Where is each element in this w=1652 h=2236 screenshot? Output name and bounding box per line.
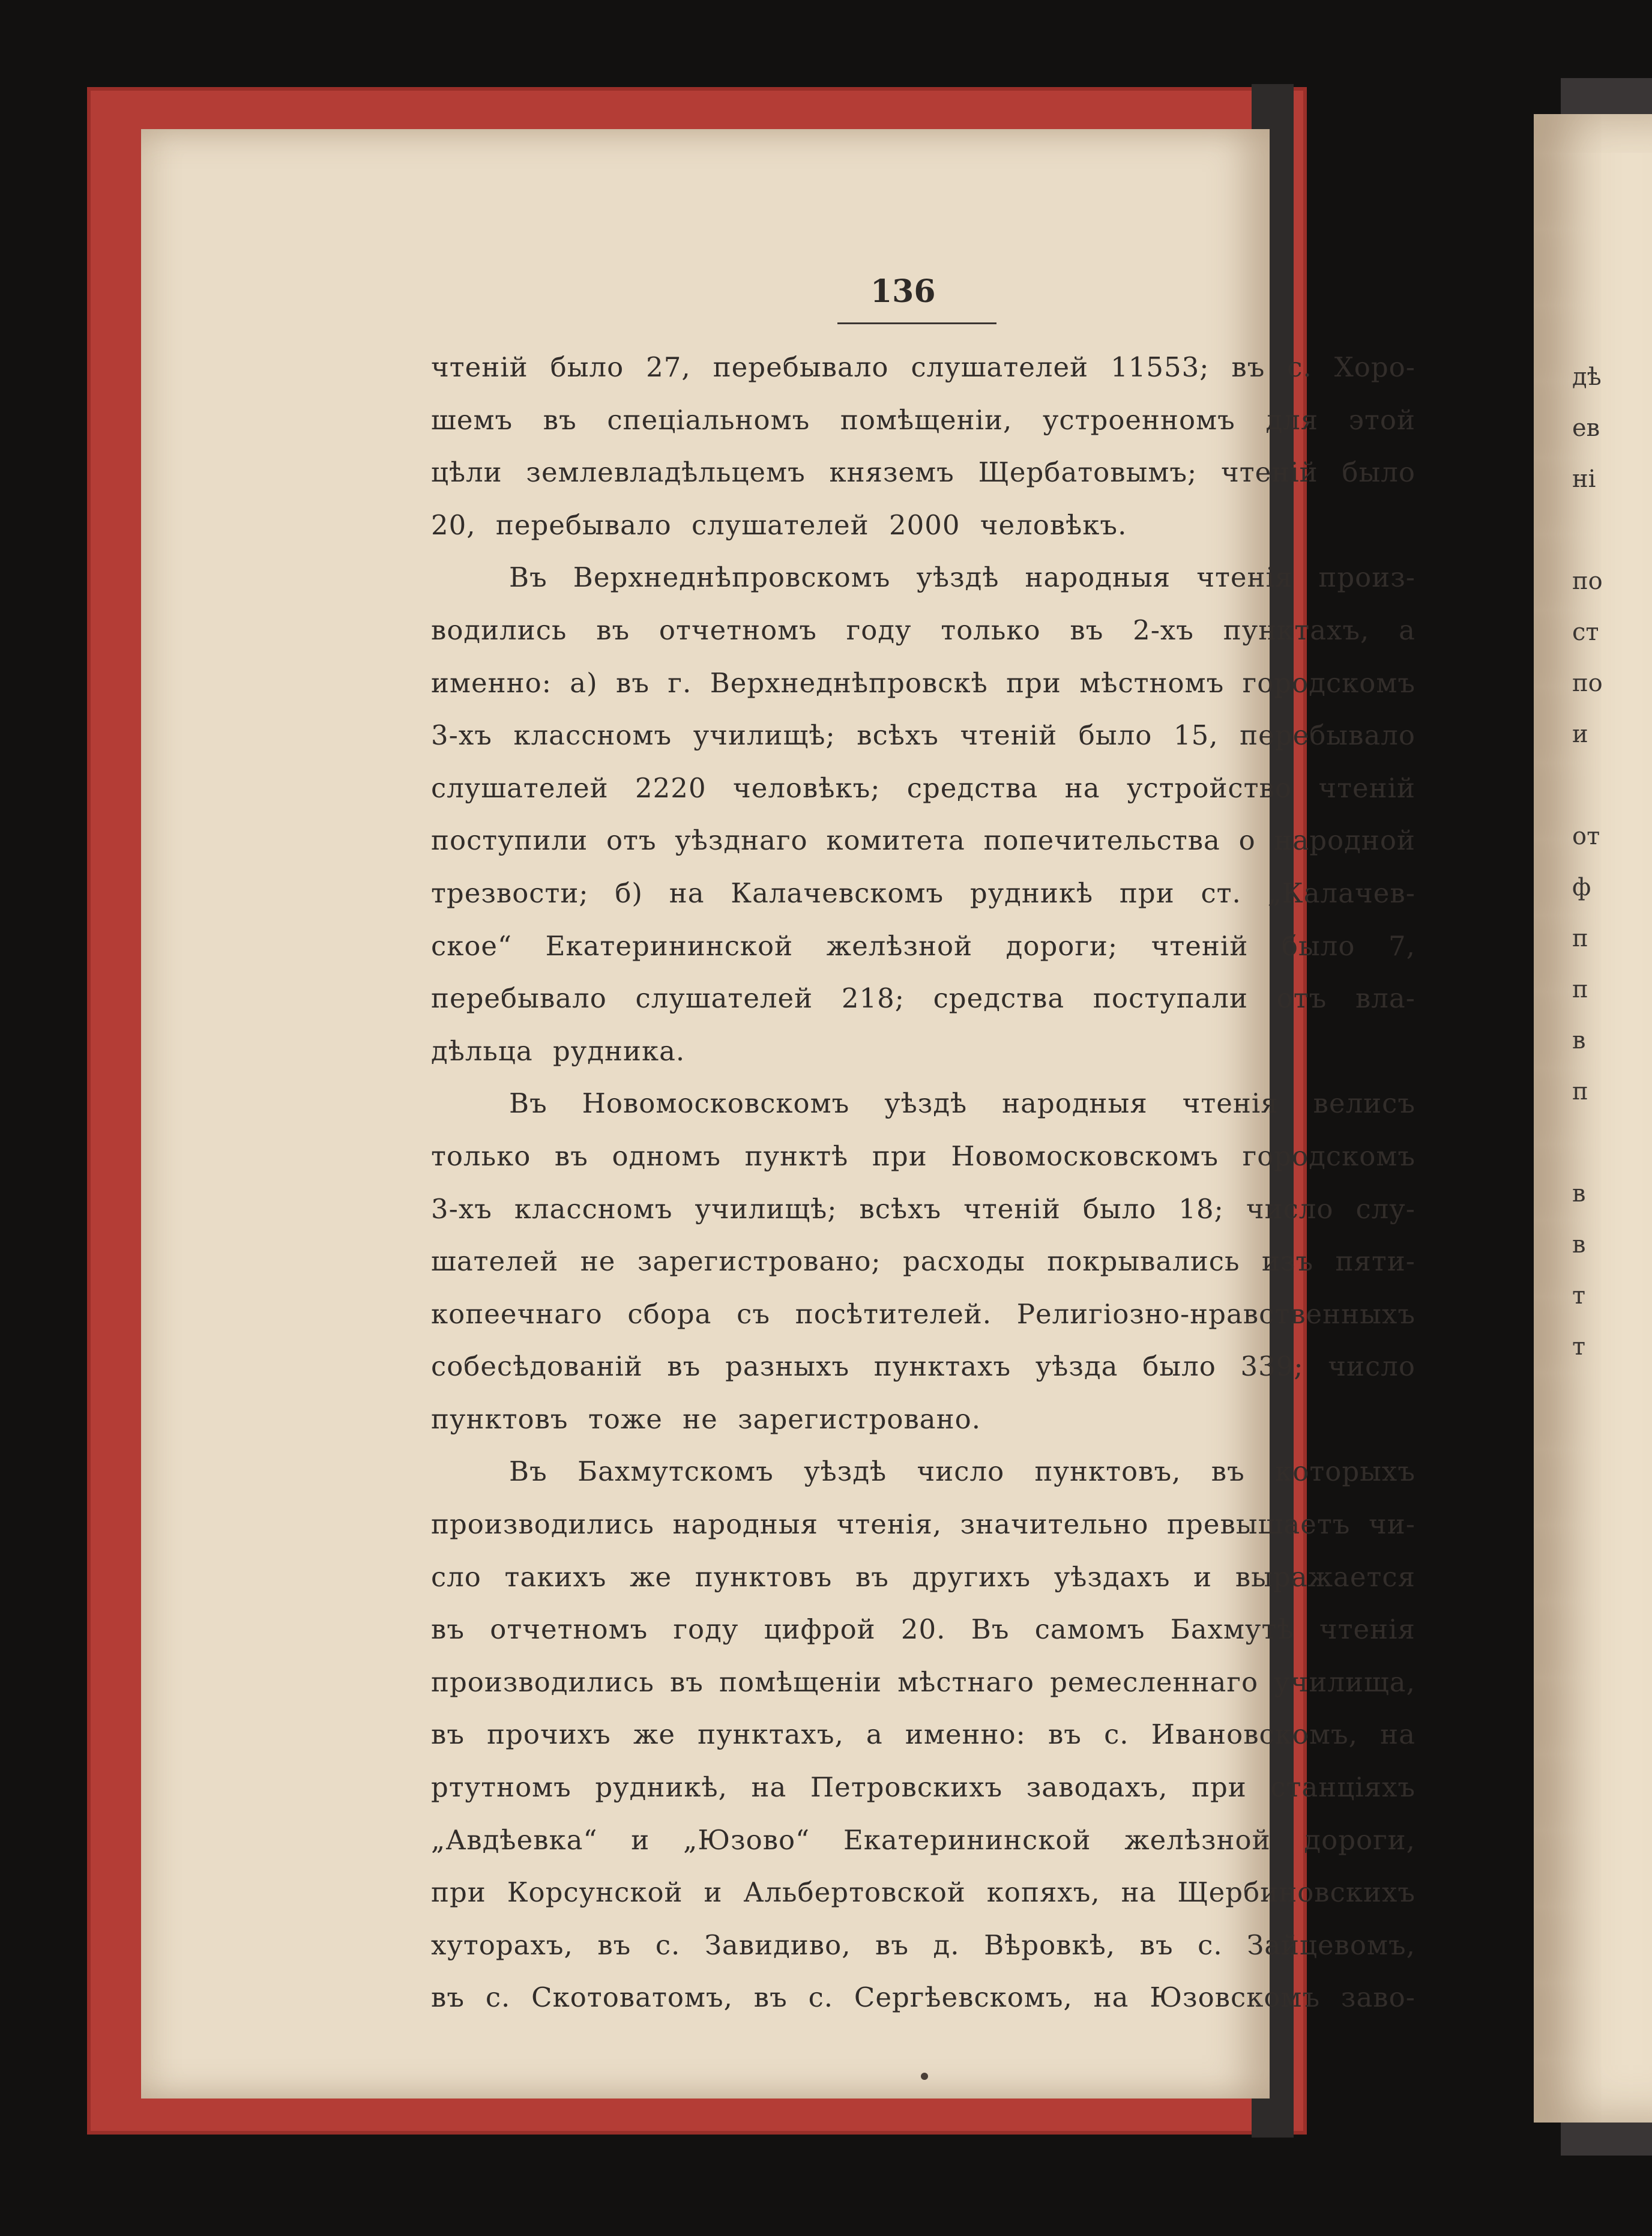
next-page-fragment: п	[1572, 1078, 1588, 1105]
text-line	[431, 1183, 1415, 1236]
word: уѣзднаго	[675, 824, 808, 857]
word: число	[1328, 1350, 1415, 1383]
word: Въ	[509, 1087, 547, 1120]
word: ст.	[1201, 877, 1241, 909]
next-page-fragment: и	[1572, 721, 1588, 748]
word: слу-	[1355, 1192, 1415, 1225]
word: посѣтителей.	[795, 1298, 992, 1330]
word: на	[1380, 1718, 1415, 1751]
word: трезвости;	[431, 877, 589, 909]
word: прочихъ	[487, 1718, 611, 1751]
word: с.	[1287, 351, 1312, 383]
text-line	[431, 1814, 1415, 1867]
word: всѣхъ	[859, 1192, 942, 1225]
word: Корсунской	[507, 1876, 683, 1909]
word: этой	[1348, 403, 1415, 436]
word: народныя	[1025, 561, 1171, 594]
text-line	[431, 814, 1415, 867]
word: уѣздахъ	[1054, 1561, 1171, 1593]
word: Верхнеднѣпровскомъ	[573, 561, 891, 594]
next-page-fragment: от	[1572, 823, 1600, 850]
word: средства	[933, 982, 1065, 1015]
word: землевладѣльцемъ	[526, 456, 806, 489]
text-line	[431, 762, 1415, 815]
word: 2220	[635, 772, 707, 804]
word: въ	[543, 403, 577, 436]
text-line	[431, 1551, 1415, 1604]
word: классномъ	[513, 719, 672, 752]
word: отъ	[1276, 982, 1327, 1015]
word: 15,	[1173, 719, 1219, 752]
word: Петровскихъ	[810, 1771, 1003, 1804]
word: 2-хъ	[1133, 614, 1194, 646]
word: въ	[1231, 351, 1265, 383]
word: чтеній	[963, 1192, 1061, 1225]
word: и	[1193, 1561, 1213, 1593]
word: чтеній	[1318, 772, 1415, 804]
word: на	[751, 1771, 787, 1804]
word: Въ	[509, 1455, 547, 1488]
next-page-fragment: т	[1572, 1282, 1586, 1310]
next-page-fragment: ф	[1572, 874, 1591, 901]
word: с.	[655, 1929, 681, 1961]
word: велисъ	[1313, 1087, 1415, 1120]
word: при	[1119, 877, 1175, 909]
word: дороги;	[1005, 929, 1118, 962]
text-line	[431, 1761, 1415, 1814]
word: на	[669, 877, 705, 909]
word: чтенія	[1319, 1613, 1415, 1646]
text-line	[431, 1971, 1415, 2024]
word: пунктахъ,	[1223, 614, 1370, 646]
next-page-fragment: в	[1572, 1180, 1586, 1207]
word: Юзовскомъ	[1150, 1981, 1321, 2014]
word: на	[1121, 1876, 1157, 1909]
word: Новомосковскомъ	[582, 1087, 850, 1120]
word: поступали	[1093, 982, 1248, 1015]
word: 7,	[1388, 929, 1415, 962]
text-line	[431, 709, 1415, 762]
word: училища,	[1274, 1666, 1415, 1698]
word: мѣстнаго	[897, 1666, 1034, 1698]
word: уѣздѣ	[804, 1455, 887, 1488]
next-page-fragment: ев	[1572, 414, 1600, 442]
word: чи-	[1369, 1508, 1415, 1541]
word: а)	[570, 666, 598, 699]
word: на	[1064, 772, 1100, 804]
word: с.	[485, 1981, 511, 2014]
word: одномъ	[612, 1140, 722, 1172]
word: при	[431, 1876, 486, 1909]
text-line	[431, 920, 1415, 973]
word: отъ	[606, 824, 657, 857]
word: и	[704, 1876, 723, 1909]
word: слушателей	[431, 772, 609, 804]
word: изъ	[1261, 1245, 1314, 1278]
word: Религіозно-нравственныхъ	[1016, 1298, 1415, 1330]
word: слушателей	[911, 351, 1089, 383]
word: зарегистровано;	[637, 1245, 881, 1278]
word: слушателей	[635, 982, 813, 1015]
word: б)	[615, 877, 643, 909]
word: а	[1399, 614, 1415, 646]
word: попечительства	[983, 824, 1220, 857]
word: 218;	[841, 982, 905, 1015]
word: „Юзово“	[683, 1824, 810, 1856]
word: комитета	[826, 824, 965, 857]
word: въ	[431, 1613, 465, 1646]
word: средства	[906, 772, 1039, 804]
text-line	[431, 1288, 1415, 1341]
word: въ	[597, 1929, 632, 1961]
word: отчетномъ	[659, 614, 817, 646]
body-text	[431, 341, 1415, 2024]
word: Щербиновскихъ	[1177, 1876, 1415, 1909]
word: для	[1265, 403, 1319, 436]
word: значительно	[960, 1508, 1149, 1541]
word: такихъ	[504, 1561, 607, 1593]
word: съ	[737, 1298, 770, 1330]
word: 339;	[1240, 1350, 1304, 1383]
word: въ	[616, 666, 650, 699]
word: училищѣ;	[693, 719, 836, 752]
word: цифрой	[764, 1613, 876, 1646]
word: въ	[554, 1140, 588, 1172]
word: въ	[875, 1929, 909, 1961]
word: устройство	[1126, 772, 1292, 804]
word: Новомосковскомъ	[951, 1140, 1219, 1172]
word: желѣзной	[1124, 1824, 1271, 1856]
word: с.	[808, 1981, 834, 2014]
word: мѣстномъ	[1079, 666, 1225, 699]
word: въ	[1139, 1929, 1174, 1961]
word: выражается	[1235, 1561, 1415, 1593]
word: Верхнеднѣпровскѣ	[710, 666, 988, 699]
word: а	[866, 1718, 883, 1751]
page-number: 136	[870, 273, 936, 310]
word: въ	[667, 1350, 701, 1383]
word: только	[431, 1140, 531, 1172]
word: Екатерининской	[843, 1824, 1091, 1856]
word: с.	[1198, 1929, 1223, 1961]
word: покрывались	[1047, 1245, 1240, 1278]
word: Ивановскомъ,	[1151, 1718, 1358, 1751]
word: станціяхъ	[1270, 1771, 1415, 1804]
word: желѣзной	[826, 929, 973, 962]
word: Скотоватомъ,	[531, 1981, 733, 2014]
word: другихъ	[912, 1561, 1031, 1593]
next-page-fragment: ст	[1572, 618, 1599, 646]
word: 3-хъ	[431, 1192, 492, 1225]
word: уѣздѣ	[916, 561, 999, 594]
word: въ	[753, 1981, 788, 2014]
next-page-fragment: т	[1572, 1333, 1586, 1361]
text-line	[431, 657, 1415, 710]
word: Зайцевомъ,	[1247, 1929, 1415, 1961]
word: въ	[855, 1561, 889, 1593]
next-page-fragment: в	[1572, 1027, 1586, 1054]
word: „Калачев-	[1267, 877, 1415, 909]
word: чтеній	[1151, 929, 1249, 962]
word: не	[580, 1245, 616, 1278]
word: 3-хъ	[431, 719, 492, 752]
word: пунктовъ,	[1034, 1455, 1181, 1488]
page-dot	[921, 2073, 928, 2080]
text-line	[431, 1866, 1415, 1919]
word: спеціальномъ	[607, 403, 810, 436]
word: Щербатовымъ;	[978, 456, 1198, 489]
paragraph-first-line	[431, 1077, 1415, 1130]
text-line	[431, 1708, 1415, 1761]
word: уѣзда	[1035, 1350, 1118, 1383]
word: Въ	[971, 1613, 1010, 1646]
word: 20.	[900, 1613, 946, 1646]
word: году	[673, 1613, 739, 1646]
word: году	[846, 614, 912, 646]
word: въ	[669, 1666, 704, 1698]
word: хуторахъ,	[431, 1929, 573, 1961]
next-page-partial	[1534, 114, 1652, 2123]
next-page-fragment: п	[1572, 976, 1588, 1003]
word: производились	[431, 1508, 654, 1541]
word: сло	[431, 1561, 481, 1593]
word: народныя	[672, 1508, 819, 1541]
word: которыхъ	[1275, 1455, 1415, 1488]
word: перебывало	[713, 351, 889, 383]
paragraph-first-line	[431, 1445, 1415, 1498]
word: превышаетъ	[1167, 1508, 1351, 1541]
word: при	[1006, 666, 1061, 699]
word: человѣкъ;	[732, 772, 881, 804]
word: водились	[431, 614, 567, 646]
word: 18;	[1178, 1192, 1224, 1225]
word: чтенія	[1182, 1087, 1279, 1120]
word: при	[872, 1140, 927, 1172]
word: пунктахъ,	[698, 1718, 844, 1751]
word: чтенія,	[836, 1508, 942, 1541]
word: чтеній	[431, 351, 528, 383]
word: 27,	[646, 351, 691, 383]
next-page-fragment: п	[1572, 925, 1588, 952]
word: дороги,	[1304, 1824, 1415, 1856]
word: именно:	[905, 1718, 1026, 1751]
word: было	[1082, 1192, 1157, 1225]
word: было	[1281, 929, 1355, 962]
word: производились	[431, 1666, 654, 1698]
word: заводахъ,	[1026, 1771, 1168, 1804]
word: о	[1238, 824, 1256, 857]
word: же	[630, 1561, 672, 1593]
word: помѣщеніи,	[840, 403, 1013, 436]
word: было	[1142, 1350, 1216, 1383]
word: Калачевскомъ	[731, 877, 944, 909]
word: народныя	[1002, 1087, 1148, 1120]
word: поступили	[431, 824, 588, 857]
next-page-fragment: дѣ	[1572, 363, 1602, 391]
word: именно:	[431, 666, 552, 699]
word: отчетномъ	[490, 1613, 648, 1646]
word: цѣли	[431, 456, 502, 489]
word: уѣздѣ	[884, 1087, 968, 1120]
word: въ	[596, 614, 630, 646]
text-line	[431, 394, 1415, 447]
word: классномъ	[514, 1192, 673, 1225]
word: разныхъ	[725, 1350, 850, 1383]
word: въ	[431, 1718, 465, 1751]
word: Екатерининской	[545, 929, 794, 962]
text-line	[431, 446, 1415, 499]
text-line	[431, 341, 1415, 394]
word: с.	[1104, 1718, 1129, 1751]
word: произ-	[1318, 561, 1415, 594]
word: самомъ	[1034, 1613, 1145, 1646]
text-line	[431, 1498, 1415, 1551]
word: на	[1093, 1981, 1129, 2014]
word: собесѣдованій	[431, 1350, 643, 1383]
paragraph-first-line	[431, 551, 1415, 604]
word: вла-	[1355, 982, 1415, 1015]
word: въ	[1070, 614, 1104, 646]
word: число	[1246, 1192, 1334, 1225]
word: пунктахъ	[873, 1350, 1011, 1383]
word: чтенія	[1196, 561, 1293, 594]
word: рудникѣ	[969, 877, 1094, 909]
text-line: 20, перебывало слушателей 2000 человѣкъ.	[431, 509, 1127, 541]
word: число	[917, 1455, 1005, 1488]
word: помѣщеніи	[719, 1666, 882, 1698]
word: пунктовъ	[695, 1561, 833, 1593]
next-page-fragment: по	[1572, 669, 1603, 697]
word: пяти-	[1335, 1245, 1415, 1278]
word: было	[550, 351, 624, 383]
word: Завидиво,	[704, 1929, 851, 1961]
next-page-fragment: по	[1572, 567, 1603, 595]
page-number-rule	[837, 322, 996, 324]
word: Хоро-	[1334, 351, 1415, 383]
text-line: дѣльца рудника.	[431, 1035, 686, 1067]
word: только	[941, 614, 1041, 646]
word: 11553;	[1111, 351, 1210, 383]
word: Бахмутскомъ	[577, 1455, 774, 1488]
text-line	[431, 1919, 1415, 1972]
word: шемъ	[431, 403, 513, 436]
word: шателей	[431, 1245, 559, 1278]
word: сбора	[627, 1298, 712, 1330]
word: княземъ	[829, 456, 954, 489]
text-line: пунктовъ тоже не зарегистровано.	[431, 1403, 981, 1435]
word: Бахмутѣ	[1170, 1613, 1294, 1646]
word: при	[1191, 1771, 1247, 1804]
word: „Авдѣевка“	[431, 1824, 598, 1856]
word: Сергѣевскомъ,	[854, 1981, 1073, 2014]
text-line	[431, 867, 1415, 920]
word: Въ	[509, 561, 547, 594]
word: и	[631, 1824, 650, 1856]
word: перебывало	[431, 982, 607, 1015]
word: ремесленнаго	[1050, 1666, 1259, 1698]
word: устроенномъ	[1042, 403, 1235, 436]
text-line	[431, 1656, 1415, 1709]
text-line	[431, 604, 1415, 657]
word: ское“	[431, 929, 513, 962]
word: было	[1342, 456, 1415, 489]
word: въ	[1211, 1455, 1245, 1488]
word: въ	[1048, 1718, 1082, 1751]
word: чтеній	[1220, 456, 1318, 489]
word: д.	[933, 1929, 960, 1961]
word: народной	[1274, 824, 1415, 857]
word: городскомъ	[1242, 666, 1415, 699]
word: копяхъ,	[986, 1876, 1100, 1909]
word: г.	[668, 666, 692, 699]
word: ртутномъ	[431, 1771, 571, 1804]
word: въ	[431, 1981, 465, 2014]
next-page-fragment: в	[1572, 1231, 1586, 1259]
word: расходы	[903, 1245, 1025, 1278]
word: Альбертовской	[743, 1876, 966, 1909]
text-line	[431, 1603, 1415, 1656]
word: Вѣровкѣ,	[984, 1929, 1116, 1961]
word: городскомъ	[1242, 1140, 1415, 1172]
word: всѣхъ	[857, 719, 939, 752]
next-page-fragment: ні	[1572, 465, 1596, 493]
word: пунктѣ	[744, 1140, 849, 1172]
text-line	[431, 1130, 1415, 1183]
text-line	[431, 972, 1415, 1025]
word: рудникѣ,	[595, 1771, 728, 1804]
word: училищѣ;	[695, 1192, 837, 1225]
word: заво-	[1340, 1981, 1415, 2014]
text-line	[431, 1235, 1415, 1288]
word: же	[633, 1718, 675, 1751]
word: чтеній	[960, 719, 1058, 752]
text-line	[431, 1340, 1415, 1393]
word: было	[1078, 719, 1153, 752]
word: перебывало	[1240, 719, 1415, 752]
word: копеечнаго	[431, 1298, 603, 1330]
